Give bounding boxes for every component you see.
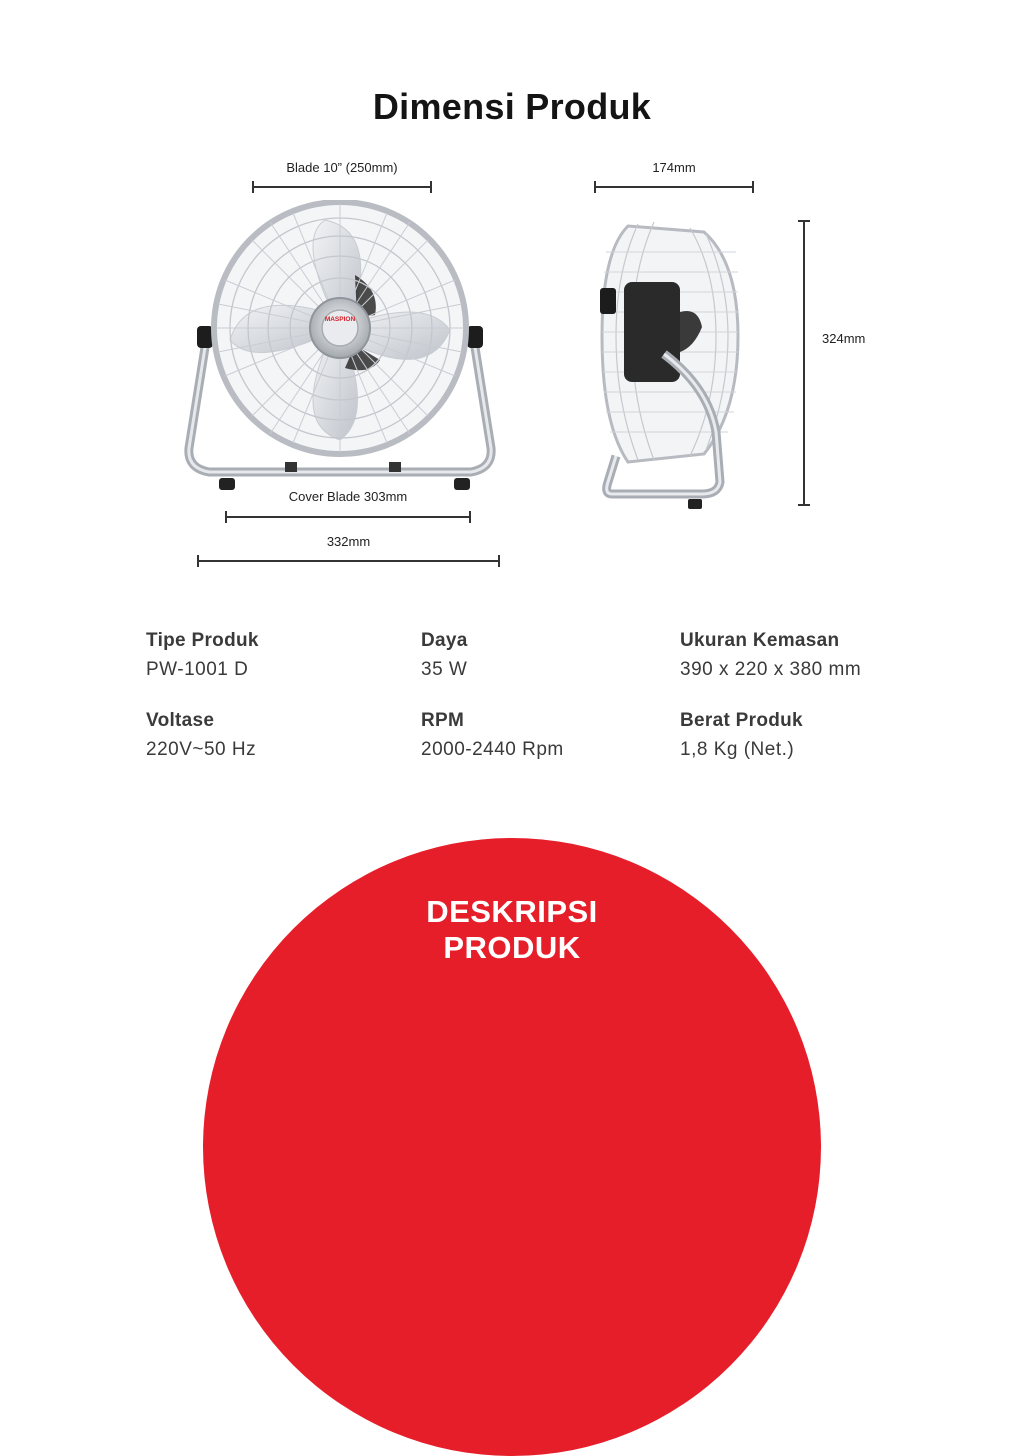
spec-value-ukuran-kemasan: 390 x 220 x 380 mm bbox=[680, 659, 862, 680]
width-dimension-label: 332mm bbox=[326, 534, 371, 549]
spec-value-rpm: 2000-2440 Rpm bbox=[421, 739, 564, 760]
blade-dimension-line bbox=[252, 186, 432, 188]
cover-blade-dimension-label: Cover Blade 303mm bbox=[288, 489, 408, 504]
deskripsi-produk-heading[interactable] bbox=[0, 894, 1024, 966]
blade-dimension-label: Blade 10” (250mm) bbox=[286, 160, 398, 175]
spec-value-tipe-produk: PW-1001 D bbox=[146, 659, 249, 680]
spec-value-daya: 35 W bbox=[421, 659, 468, 680]
fan-side-view-image bbox=[598, 212, 758, 512]
spec-label-tipe-produk: Tipe Produk bbox=[146, 630, 259, 651]
deskripsi-line-1: DESKRIPSI bbox=[426, 894, 598, 929]
fan-front-view-image bbox=[175, 200, 505, 500]
brand-logo: MASPION bbox=[324, 316, 356, 323]
depth-dimension-line bbox=[594, 186, 754, 188]
spec-label-daya: Daya bbox=[421, 630, 468, 651]
spec-label-ukuran-kemasan: Ukuran Kemasan bbox=[680, 630, 840, 651]
deskripsi-line-2: PRODUK bbox=[443, 930, 581, 965]
spec-label-berat-produk: Berat Produk bbox=[680, 710, 803, 731]
spec-label-rpm: RPM bbox=[421, 710, 465, 731]
spec-value-voltase: 220V~50 Hz bbox=[146, 739, 257, 760]
spec-label-voltase: Voltase bbox=[146, 710, 215, 731]
depth-dimension-label: 174mm bbox=[652, 160, 696, 175]
cover-blade-dimension-line bbox=[225, 516, 471, 518]
spec-value-berat-produk: 1,8 Kg (Net.) bbox=[680, 739, 795, 760]
width-dimension-line bbox=[197, 560, 500, 562]
height-dimension-label: 324mm bbox=[822, 331, 866, 346]
page-title: Dimensi Produk bbox=[372, 86, 652, 127]
height-dimension-line bbox=[803, 220, 805, 506]
